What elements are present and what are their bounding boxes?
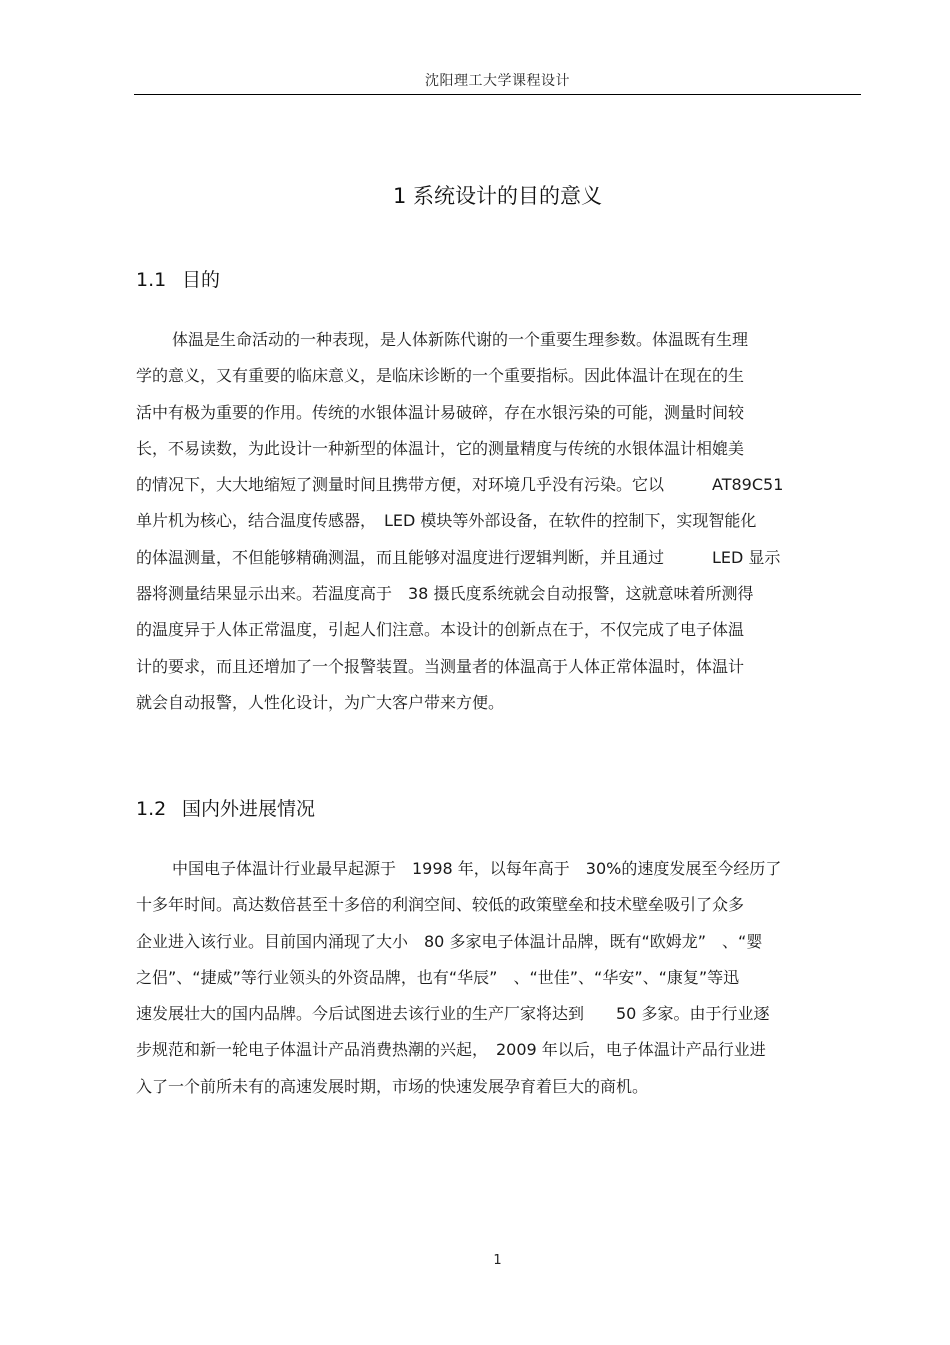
paragraph-line: 长，不易读数，为此设计一种新型的体温计，它的测量精度与传统的水银体温计相媲美: [136, 438, 745, 458]
paragraph-purpose: [136, 322, 861, 721]
section-title-text: 国内外进展情况: [182, 798, 316, 820]
paragraph-line: 中国电子体温计行业最早起源于 1998 年，以每年高于 30%的速度发展至今经历了: [172, 859, 782, 878]
paragraph-line: 的情况下，大大地缩短了测量时间且携带方便，对环境几乎没有污染。它以 AT89C51: [136, 475, 784, 495]
paragraph-line: 体温是生命活动的一种表现，是人体新陈代谢的一个重要生理参数。体温既有生理: [172, 330, 749, 349]
paragraph-line: 十多年时间。高达数倍甚至十多倍的利润空间、较低的政策壁垒和技术壁垒吸引了众多: [136, 895, 745, 915]
paragraph-progress: [136, 851, 861, 1105]
section-heading-1-1: [136, 265, 220, 292]
paragraph-line: 就会自动报警，人性化设计，为广大客户带来方便。: [136, 692, 505, 712]
section-number: 1.1: [136, 269, 167, 291]
paragraph-line: 之侣”、“捷威”等行业领头的外资品牌，也有“华辰” 、“世佳”、“华安”、“康复”等迅: [136, 967, 740, 987]
paragraph-line: 的温度异于人体正常温度，引起人们注意。本设计的创新点在于，不仅完成了电子体温: [136, 620, 745, 640]
page-header-title: 沈阳理工大学课程设计: [425, 73, 570, 89]
header-divider: [134, 94, 861, 95]
section-number: 1.2: [136, 798, 167, 820]
chapter-title: 1 系统设计的目的意义: [392, 184, 603, 208]
paragraph-line: 器将测量结果显示出来。若温度高于 38 摄氏度系统就会自动报警，这就意味着所测得: [136, 584, 754, 604]
paragraph-line: 企业进入该行业。目前国内涌现了大小 80 多家电子体温计品牌，既有“欧姆龙” 、“婴: [136, 931, 763, 951]
paragraph-line: 单片机为核心，结合温度传感器， LED 模块等外部设备，在软件的控制下，实现智能化: [136, 511, 757, 531]
section-heading-1-2: [136, 794, 315, 821]
section-title-text: 目的: [182, 269, 221, 291]
paragraph-line: 计的要求，而且还增加了一个报警装置。当测量者的体温高于人体正常体温时，体温计: [136, 656, 745, 676]
paragraph-line: 入了一个前所未有的高速发展时期，市场的快速发展孕育着巨大的商机。: [136, 1076, 649, 1096]
page-number: 1: [493, 1253, 502, 1268]
paragraph-line: 步规范和新一轮电子体温计产品消费热潮的兴起， 2009 年以后，电子体温计产品行业进: [136, 1040, 766, 1060]
paragraph-line: 速发展壮大的国内品牌。今后试图进去该行业的生产厂家将达到 50 多家。由于行业逐: [136, 1004, 770, 1024]
paragraph-line: 学的意义，又有重要的临床意义，是临床诊断的一个重要指标。因此体温计在现在的生: [136, 366, 745, 386]
paragraph-line: 活中有极为重要的作用。传统的水银体温计易破碎，存在水银污染的可能，测量时间较: [136, 402, 745, 422]
paragraph-line: 的体温测量，不但能够精确测温，而且能够对温度进行逻辑判断，并且通过 LED 显示: [136, 547, 781, 567]
